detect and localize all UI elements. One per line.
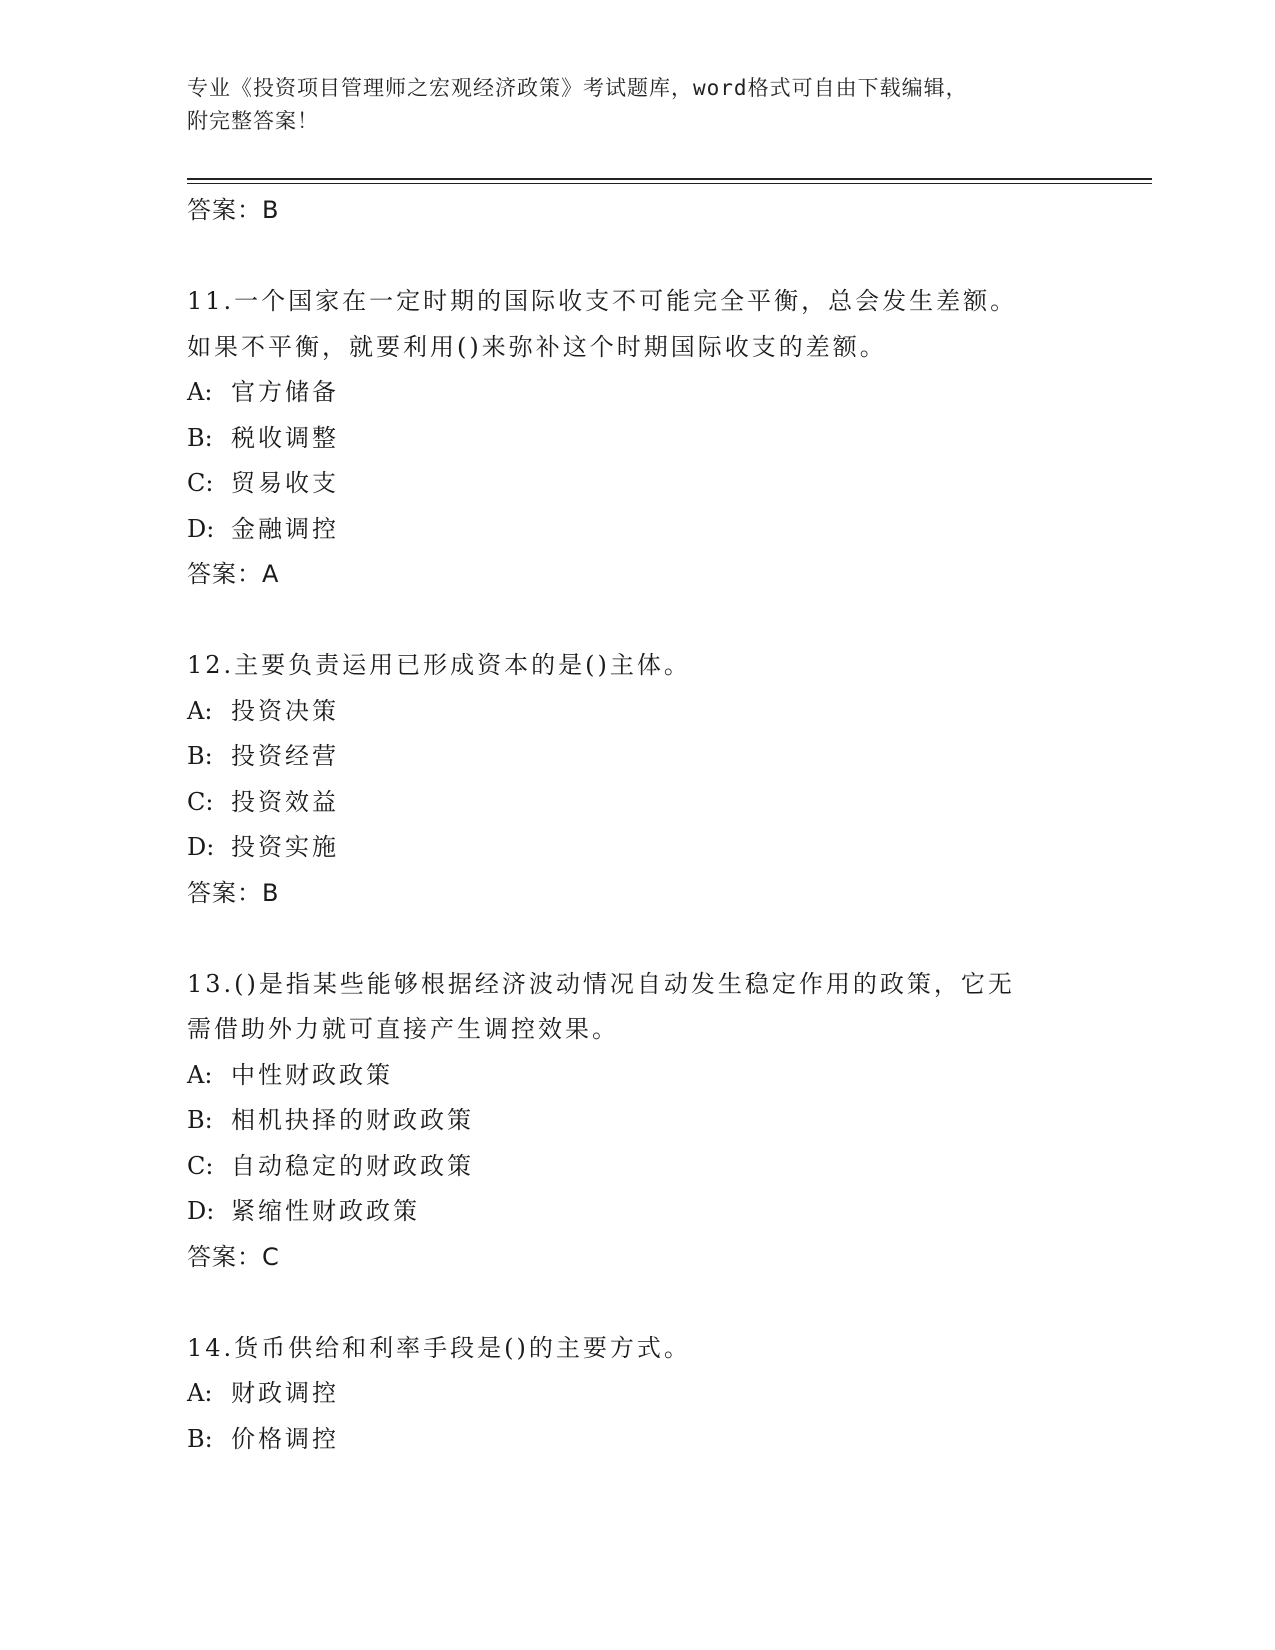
option-letter: B: bbox=[187, 1106, 213, 1134]
option-letter: A: bbox=[187, 378, 213, 406]
spacer bbox=[187, 598, 1152, 644]
option-text: 中性财政政策 bbox=[231, 1060, 393, 1089]
option-text: 价格调控 bbox=[231, 1424, 339, 1453]
option-a bbox=[187, 1053, 1152, 1099]
option-text: 投资经营 bbox=[231, 742, 339, 770]
option-letter: B: bbox=[187, 1424, 213, 1453]
spacer bbox=[187, 916, 1152, 962]
answer: 答案：A bbox=[187, 560, 280, 588]
spacer bbox=[187, 1280, 1152, 1326]
question-stem-line: 需借助外力就可直接产生调控效果。 bbox=[187, 1015, 619, 1043]
option-d bbox=[187, 507, 1152, 553]
question-12 bbox=[187, 643, 1152, 916]
option-text: 自动稳定的财政政策 bbox=[231, 1151, 474, 1180]
option-d bbox=[187, 825, 1152, 871]
header-rule-thin bbox=[187, 183, 1152, 184]
option-text: 贸易收支 bbox=[231, 469, 339, 497]
option-letter: D: bbox=[187, 1197, 215, 1225]
option-a bbox=[187, 370, 1152, 416]
option-text: 投资效益 bbox=[231, 787, 339, 816]
option-text: 税收调整 bbox=[231, 423, 339, 452]
option-letter: B: bbox=[187, 423, 213, 452]
previous-answer: 答案：B bbox=[187, 196, 280, 224]
option-text: 财政调控 bbox=[231, 1379, 339, 1407]
option-c bbox=[187, 461, 1152, 507]
spacer bbox=[187, 234, 1152, 280]
option-b bbox=[187, 416, 1152, 462]
question-11 bbox=[187, 279, 1152, 598]
option-letter: C: bbox=[187, 469, 214, 497]
option-text: 金融调控 bbox=[231, 514, 339, 543]
question-list bbox=[187, 188, 1152, 1462]
header-line-1: 专业《投资项目管理师之宏观经济政策》考试题库，word格式可自由下载编辑， bbox=[187, 76, 968, 100]
option-letter: C: bbox=[187, 1151, 214, 1180]
option-letter: D: bbox=[187, 514, 215, 543]
option-text: 官方储备 bbox=[231, 378, 339, 406]
option-text: 相机抉择的财政政策 bbox=[231, 1106, 474, 1134]
option-text: 紧缩性财政政策 bbox=[231, 1197, 420, 1225]
question-stem-line: 14.货币供给和利率手段是()的主要方式。 bbox=[187, 1333, 691, 1362]
option-letter: A: bbox=[187, 1060, 213, 1089]
question-stem-line: 12.主要负责运用已形成资本的是()主体。 bbox=[187, 651, 691, 679]
question-stem-line: 13.()是指某些能够根据经济波动情况自动发生稳定作用的政策，它无 bbox=[187, 969, 1015, 998]
option-b bbox=[187, 1417, 1152, 1463]
option-c bbox=[187, 1144, 1152, 1190]
answer: 答案：B bbox=[187, 878, 280, 907]
option-letter: C: bbox=[187, 787, 214, 816]
question-13 bbox=[187, 962, 1152, 1281]
option-text: 投资实施 bbox=[231, 833, 339, 861]
question-stem-line: 如果不平衡，就要利用()来弥补这个时期国际收支的差额。 bbox=[187, 332, 887, 361]
option-b bbox=[187, 734, 1152, 780]
option-d bbox=[187, 1189, 1152, 1235]
option-text: 投资决策 bbox=[231, 696, 339, 725]
option-c bbox=[187, 780, 1152, 826]
option-letter: A: bbox=[187, 696, 213, 725]
option-b bbox=[187, 1098, 1152, 1144]
header-line-2: 附完整答案！ bbox=[187, 109, 319, 133]
page-header bbox=[187, 72, 1087, 138]
option-letter: D: bbox=[187, 833, 215, 861]
question-14 bbox=[187, 1326, 1152, 1463]
option-a bbox=[187, 689, 1152, 735]
question-stem-line: 11.一个国家在一定时期的国际收支不可能完全平衡，总会发生差额。 bbox=[187, 287, 1018, 315]
option-a bbox=[187, 1371, 1152, 1417]
option-letter: B: bbox=[187, 742, 213, 770]
header-rule-thick bbox=[187, 178, 1152, 180]
answer: 答案：C bbox=[187, 1242, 280, 1271]
option-letter: A: bbox=[187, 1379, 213, 1407]
